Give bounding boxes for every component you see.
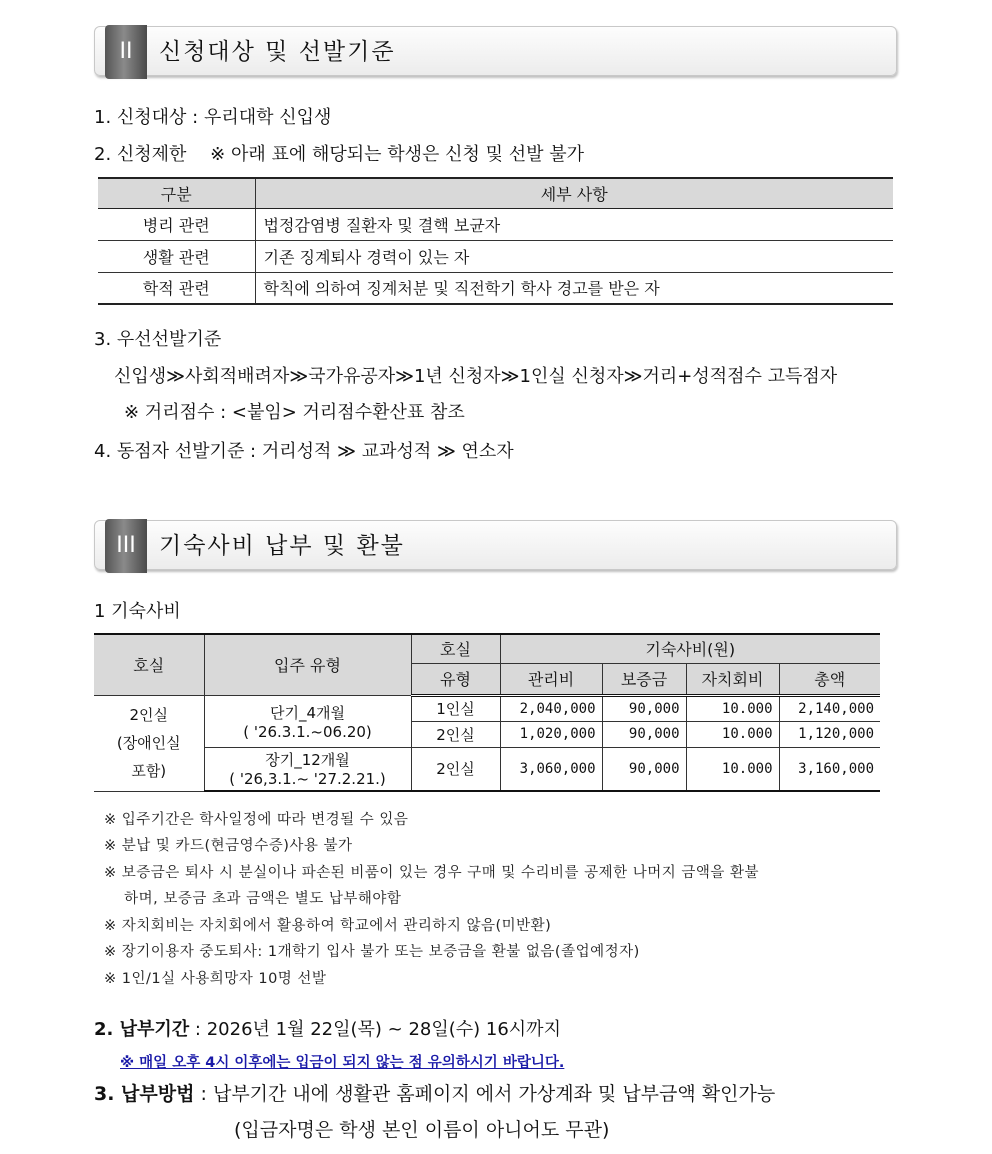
fee-note: ※ 장기이용자 중도퇴사: 1개학기 입사 불가 또는 보증금을 환불 없음(졸업예정자) — [104, 944, 640, 960]
mgmt-cell: 1,020,000 — [500, 721, 602, 747]
priority-order: 신입생≫사회적배려자≫국가유공자≫1년 신청자≫1인실 신청자≫거리+성적점수 고득점자 — [114, 366, 838, 387]
table-row — [98, 272, 893, 304]
section-header-3 — [94, 520, 897, 570]
category-cell: 생활 관련 — [98, 240, 255, 272]
fee-note: 하며, 보증금 초과 금액은 별도 납부해야함 — [104, 891, 402, 907]
fee-note: ※ 1인/1실 사용희망자 10명 선발 — [104, 971, 327, 987]
table-row — [98, 240, 893, 272]
short-term-cell — [204, 695, 411, 747]
table-row — [94, 747, 880, 791]
restriction-line: 2. 신청제한 ※ 아래 표에 해당되는 학생은 신청 및 선발 불가 — [94, 144, 585, 165]
section-title: 신청대상 및 선발기준 — [159, 39, 396, 65]
term-period: ( '26.3.1.~06.20) — [243, 722, 372, 741]
payment-method-value: : 납부기간 내에 생활관 홈페이지 에서 가상계좌 및 납부금액 확인가능 — [200, 1083, 776, 1105]
fee-table — [94, 633, 880, 792]
mgmt-cell: 2,040,000 — [500, 695, 602, 721]
detail-cell: 학칙에 의하여 징계처분 및 직전학기 학사 경고를 받은 자 — [255, 272, 893, 304]
payment-period-value: : 2026년 1월 22일(목) ~ 28일(수) 16시까지 — [194, 1019, 561, 1040]
mgmt-cell: 3,060,000 — [500, 747, 602, 791]
detail-cell: 기존 징계퇴사 경력이 있는 자 — [255, 240, 893, 272]
room-header: 호실 — [94, 634, 204, 695]
column-header: 구분 — [98, 178, 255, 208]
fee-note: ※ 보증금은 퇴사 시 분실이나 파손된 비품이 있는 경우 구매 및 수리비를 공제한 나머지 금액을 환불 — [104, 865, 760, 881]
deposit-cell: 90,000 — [602, 747, 686, 791]
room-cell — [94, 695, 204, 791]
roomtype-cell: 2인실 — [411, 747, 500, 791]
section-title: 기숙사비 납부 및 환불 — [159, 533, 405, 559]
roomtype-header-2: 유형 — [411, 663, 500, 695]
long-term-cell — [204, 747, 411, 791]
roomtype-cell: 2인실 — [411, 721, 500, 747]
fee-note: ※ 분납 및 카드(현금영수증)사용 불가 — [104, 838, 353, 854]
payment-method-label: 3. 납부방법 — [94, 1083, 195, 1105]
eligibility-line: 1. 신청대상 : 우리대학 신입생 — [94, 107, 332, 128]
payment-method-line — [94, 1079, 775, 1106]
payment-method-cont: (입금자명은 학생 본인 이름이 아니어도 무관) — [234, 1119, 610, 1141]
deposit-cell: 90,000 — [602, 695, 686, 721]
total-header: 총액 — [779, 663, 880, 695]
section-number: II — [105, 25, 147, 79]
council-cell: 10.000 — [686, 747, 779, 791]
detail-cell: 법정감염병 질환자 및 결핵 보균자 — [255, 208, 893, 240]
deposit-cell: 90,000 — [602, 721, 686, 747]
tiebreak-line: 4. 동점자 선발기준 : 거리성적 ≫ 교과성적 ≫ 연소자 — [94, 441, 514, 462]
term-label: 단기_4개월 — [269, 703, 345, 722]
roomtype-cell: 1인실 — [411, 695, 500, 721]
payment-period-line — [94, 1015, 561, 1041]
fee-heading: 1 기숙사비 — [94, 601, 181, 622]
fee-note: ※ 자치회비는 자치회에서 활용하여 학교에서 관리하지 않음(미반환) — [104, 918, 552, 934]
deposit-header: 보증금 — [602, 663, 686, 695]
type-header: 입주 유형 — [204, 634, 411, 695]
section-header-2 — [94, 26, 897, 76]
section-number: III — [105, 519, 147, 573]
total-cell: 2,140,000 — [779, 695, 880, 721]
term-period: ( '26,3.1.~ '27.2.21.) — [229, 770, 386, 789]
column-header: 세부 사항 — [255, 178, 893, 208]
payment-alert: ※ 매일 오후 4시 이후에는 입금이 되지 않는 점 유의하시기 바랍니다. — [120, 1055, 565, 1071]
roomtype-header-1: 호실 — [411, 634, 500, 663]
term-label: 장기_12개월 — [265, 751, 350, 770]
category-cell: 학적 관련 — [98, 272, 255, 304]
distance-note: ※ 거리점수 : <붙임> 거리점수환산표 참조 — [124, 402, 465, 423]
room-line: 2인실 — [129, 706, 169, 724]
table-row — [98, 208, 893, 240]
payment-period-label: 2. 납부기간 — [94, 1019, 190, 1040]
council-header: 자치회비 — [686, 663, 779, 695]
council-cell: 10.000 — [686, 695, 779, 721]
total-cell: 1,120,000 — [779, 721, 880, 747]
fee-note: ※ 입주기간은 학사일정에 따라 변경될 수 있음 — [104, 812, 409, 828]
table-row — [94, 695, 880, 721]
council-cell: 10.000 — [686, 721, 779, 747]
total-cell: 3,160,000 — [779, 747, 880, 791]
mgmt-header: 관리비 — [500, 663, 602, 695]
priority-heading: 3. 우선선발기준 — [94, 329, 222, 350]
category-cell: 병리 관련 — [98, 208, 255, 240]
restriction-table — [98, 177, 893, 305]
fee-header: 기숙사비(원) — [500, 634, 880, 663]
room-line: 포함) — [131, 762, 167, 780]
room-line: (장애인실 — [116, 734, 181, 752]
